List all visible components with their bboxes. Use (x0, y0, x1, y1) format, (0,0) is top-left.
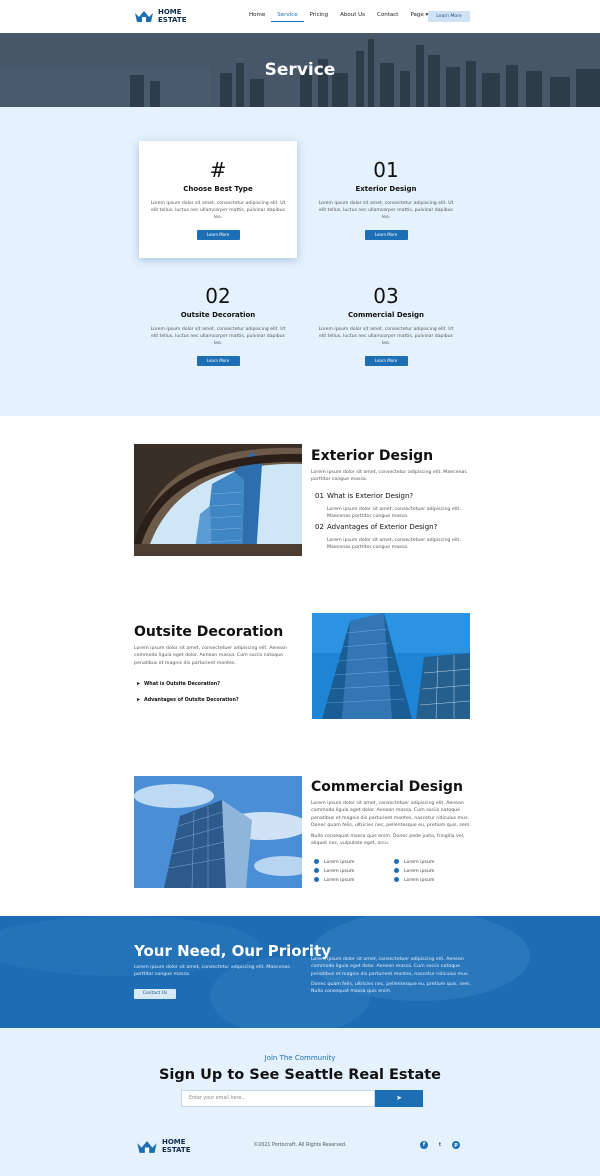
outsite-title: Outsite Decoration (134, 624, 284, 640)
learn-more-button[interactable]: Learn More (365, 356, 408, 366)
contact-us-button[interactable]: Contact Us (134, 989, 176, 999)
main-nav (243, 12, 434, 22)
service-card-outsite-decoration (139, 267, 297, 384)
check-circle-icon (314, 868, 319, 873)
card-title: Outsite Decoration (180, 311, 256, 319)
check-circle-icon (394, 859, 399, 864)
twitter-icon[interactable]: t (438, 1142, 442, 1148)
handshake-background-image (0, 916, 600, 1028)
exterior-q1-number: 01 (315, 492, 324, 500)
glass-tower-image (312, 613, 470, 719)
footer-logo-text-2: ESTATE (162, 1145, 191, 1154)
outsite-bullet-1[interactable]: ▸ What is Outsite Decoration? (137, 680, 220, 687)
check-item: Lorem ipsum (314, 858, 354, 867)
logo-text-1: HOME (158, 8, 182, 16)
commercial-building-image (134, 776, 302, 888)
priority-title: Your Need, Our Priority (134, 942, 332, 960)
card-text: Lorem ipsum dolor sit amet, consectetur adipiscing elit. Ut elit tellus, luctus nec ullamcorper mattis, pulvinar dapibus leo. (150, 201, 286, 220)
service-card-exterior-design (307, 141, 465, 258)
check-circle-icon (394, 877, 399, 882)
exterior-q2-title[interactable]: Advantages of Exterior Design? (327, 523, 438, 531)
site-header (0, 0, 600, 33)
card-number: 01 (373, 158, 399, 182)
card-title: Choose Best Type (183, 185, 253, 193)
header-learn-more-button[interactable]: Learn More (428, 11, 470, 22)
exterior-q2-number: 02 (315, 523, 324, 531)
priority-right-text-1: Lorem ipsum dolor sit amet, consectetuer adipiscing elit. Aenean commodo ligula eget dolor. Aenean massa. Cum sociis natoque penatibus et magnis dis parturient montes, nascetur ridiculus mus. (311, 957, 470, 977)
learn-more-button[interactable]: Learn More (197, 356, 240, 366)
card-text: Lorem ipsum dolor sit amet, consectetur adipiscing elit. Ut elit tellus, luctus nec ullamcorper mattis, pulvinar dapibus leo. (318, 327, 454, 346)
nav-page-dropdown[interactable]: Page ▾ (410, 12, 429, 18)
card-title: Commercial Design (348, 311, 424, 319)
priority-banner (0, 916, 600, 1028)
card-number: 02 (205, 284, 231, 308)
card-title: Exterior Design (355, 185, 417, 193)
check-item: Lorem ipsum (314, 867, 354, 876)
nav-about-us[interactable]: About Us (340, 12, 366, 18)
logo[interactable] (134, 8, 194, 26)
nav-home[interactable]: Home (249, 12, 266, 18)
footer-section (0, 1028, 600, 1176)
exterior-title: Exterior Design (311, 448, 434, 464)
service-card-commercial-design (307, 267, 465, 384)
check-circle-icon (394, 868, 399, 873)
nav-contact[interactable]: Contact (377, 12, 399, 18)
outsite-bullet-2[interactable]: ▸ Advantages of Outsite Decoration? (137, 696, 239, 703)
check-circle-icon (314, 859, 319, 864)
card-number: 03 (373, 284, 399, 308)
exterior-q1-text: Lorem ipsum dolor sit amet, consectetuer adipiscing elit. Maecenas porttitor congue massa. (327, 507, 461, 520)
check-item: Lorem ipsum (394, 867, 434, 876)
card-text: Lorem ipsum dolor sit amet, consectetur adipiscing elit. Ut elit tellus, luctus nec ullamcorper mattis, pulvinar dapibus leo. (150, 327, 286, 346)
house-crown-icon (134, 9, 154, 23)
priority-right-text-2: Donec quam felis, ultricies nec, pellentesque eu, pretium quis, sem. Nulla consequat massa quis enim. (311, 982, 471, 995)
copyright: ©2021 Portocraft. All Rights Reserved. (253, 1143, 347, 1148)
footer-logo-text-1: HOME (162, 1138, 186, 1146)
hero-banner (0, 33, 600, 107)
exterior-q1-title[interactable]: What is Exterior Design? (327, 492, 414, 500)
page-title: Service (264, 60, 336, 80)
learn-more-button[interactable]: Learn More (197, 230, 240, 240)
services-section (0, 107, 600, 416)
nav-service[interactable]: Service (271, 12, 303, 22)
email-input[interactable]: Enter your email here... (181, 1090, 375, 1107)
check-item: Lorem ipsum (314, 876, 354, 885)
learn-more-button[interactable]: Learn More (365, 230, 408, 240)
exterior-building-image (134, 444, 302, 556)
hash-icon: # (209, 158, 227, 182)
exterior-text: Lorem ipsum dolor sit amet, consectetur adipiscing elit. Maecenas porttitor congue massa. (311, 470, 467, 483)
send-icon: ➤ (396, 1094, 402, 1102)
signup-title: Sign Up to See Seattle Real Estate (158, 1067, 442, 1083)
facebook-icon[interactable]: f (420, 1141, 428, 1149)
check-list-left (314, 858, 354, 885)
commercial-title: Commercial Design (311, 779, 463, 795)
send-button[interactable] (375, 1090, 423, 1107)
logo-text-2: ESTATE (158, 15, 187, 24)
check-circle-icon (314, 877, 319, 882)
pinterest-icon[interactable]: p (452, 1141, 460, 1149)
check-item: Lorem ipsum (394, 858, 434, 867)
outsite-text: Lorem ipsum dolor sit amet, consectetuer adipiscing elit. Aenean commodo ligula eget dolor. Aenean massa. Cum sociis natoque penatibus et magnis dis parturient montes. (134, 646, 287, 666)
priority-text: Lorem ipsum dolor sit amet, consectetur adipiscing elit. Maecenas porttitor congue massa. (134, 965, 290, 978)
card-text: Lorem ipsum dolor sit amet, consectetur adipiscing elit. Ut elit tellus, luctus nec ullamcorper mattis, pulvinar dapibus leo. (318, 201, 454, 220)
nav-pricing[interactable]: Pricing (309, 12, 329, 18)
commercial-text-2: Nulla consequat massa quis enim. Donec pede justo, fringilla vel, aliquet nec, vulputate eget, arcu. (311, 834, 465, 847)
service-card-choose-best-type (139, 141, 297, 258)
exterior-q2-text: Lorem ipsum dolor sit amet, consectetuer adipiscing elit. Maecenas porttitor congue massa. (327, 538, 461, 551)
check-item: Lorem ipsum (394, 876, 434, 885)
commercial-text-1: Lorem ipsum dolor sit amet, consectetuer adipiscing elit. Aenean commodo ligula eget dolor. Aenean massa. Cum sociis natoque penatibus et magnis dis parturient montes, nascetur ridiculus mus. Donec quam felis, ultricies nec, pellentesque eu, pretium quis, sem. (311, 801, 471, 828)
check-list-right (394, 858, 434, 885)
signup-kicker: Join The Community (264, 1054, 336, 1062)
